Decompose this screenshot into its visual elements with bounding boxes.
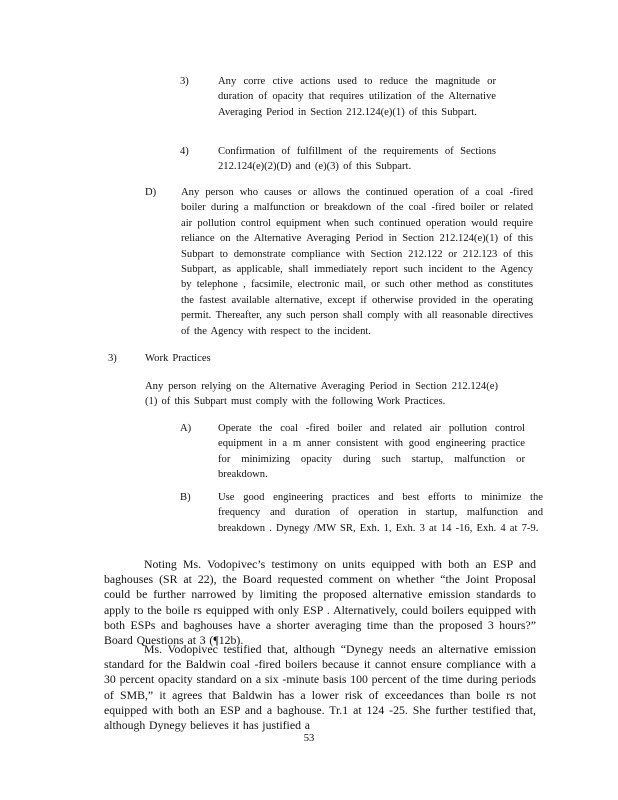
work-practices-intro: Any person relying on the Alternative Averaging Period in Section 212.124(e)(1) of this Subpart must comply with the following Work Practices. [145, 381, 498, 408]
work-A-number: A) [180, 423, 192, 434]
work-practices-heading: Work Practices [145, 353, 211, 364]
body-paragraph-2: Ms. Vodopivec testified that, although “Dynegy needs an alternative emission standard for the Baldwin coal -fired boilers because it cannot ensure compliance with a 30 percent opacity standard on a six -minute basis 100 percent of the time during periods of SMB,” it agrees that Baldwin has a lower risk of exceedances than boile rs not equipped with both an ESP and a baghouse. Tr.1 at 124 -25. She further testified that, although Dynegy believes it has justified a [104, 642, 536, 733]
item-4-text: Confirmation of fulfillment of the requirements of Sections 212.124(e)(2)(D) and (e)(3) of this Subpart. [218, 146, 496, 173]
body-paragraph-1: Noting Ms. Vodopivec’s testimony on units equipped with both an ESP and baghouses (SR at 22), the Board requested comment on whether “the Joint Proposal could be further narrowed by limiting the proposed alternative emission standards to apply to the boile rs equipped with only ESP . Alternatively, could boilers equipped with both ESPs and baghouses have a shorter averaging time than the proposed 3 hours?” Board Questions at 3 (¶12b). [104, 557, 536, 648]
item-3-text: Any corre ctive actions used to reduce the magnitude or duration of opacity that requires utilization of the Alternative Averaging Period in Section 212.124(e)(1) of this Subpart. [218, 76, 496, 118]
item-3-number: 3) [180, 76, 189, 87]
page-number: 53 [303, 733, 315, 744]
work-B-number: B) [180, 492, 191, 503]
work-A-text: Operate the coal -fired boiler and related air pollution control equipment in a m anner consistent with good engineering practice for minimizing opacity during such startup, malfunction or breakdown. [218, 423, 525, 481]
item-4-number: 4) [180, 146, 189, 157]
item-D-number: D) [145, 187, 157, 198]
item-D-text: Any person who causes or allows the continued operation of a coal -fired boiler during a malfunction or breakdown of the coal -fired boiler or related air pollution control equipment when such continued operation would require reliance on the Alternative Averaging Period in Section 212.124(e)(1) of this Subpart to demonstrate compliance with Section 212.122 or 212.123 of this Subpart, as applicable, shall immediately report such incident to the Agency by telephone , facsimile, electronic mail, or such other method as constitutes the fastest available alternative, except if otherwise provided in the operating permit. Thereafter, any such person shall comply with all reasonable directives of the Agency with respect to the incident. [181, 187, 533, 337]
work-practices-number: 3) [108, 353, 117, 364]
work-B-text: Use good engineering practices and best efforts to minimize the frequency and duration of operation in startup, malfunction and breakdown . Dynegy /MW SR, Exh. 1, Exh. 3 at 14 -16, Exh. 4 at 7-9. [218, 492, 543, 534]
